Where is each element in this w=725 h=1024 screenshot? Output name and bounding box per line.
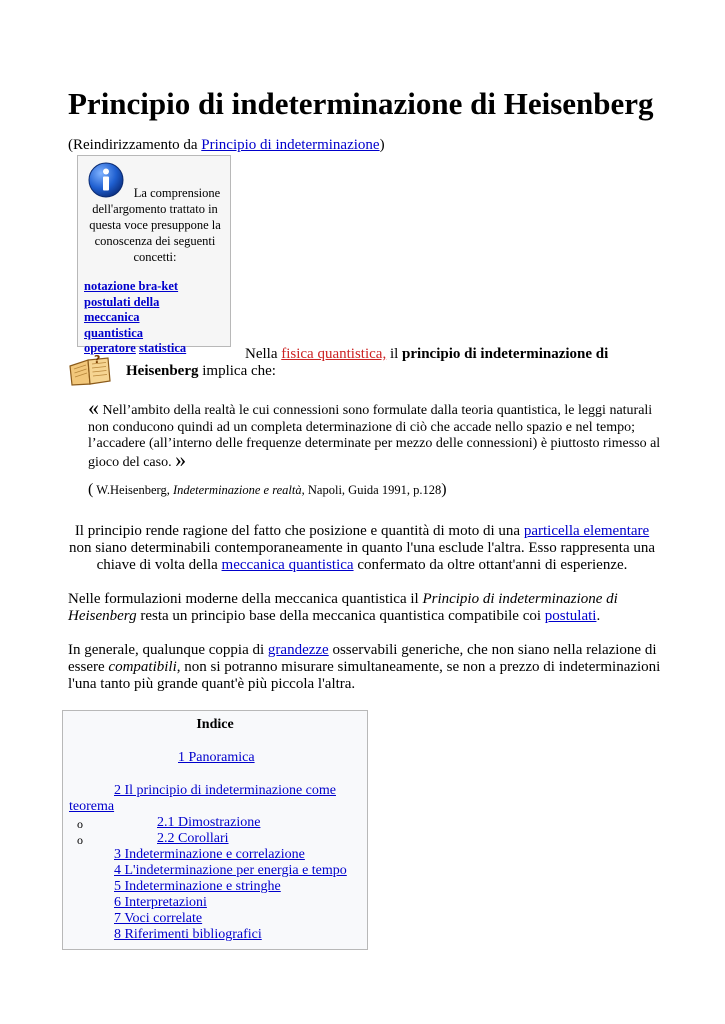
p2-text-3: . bbox=[596, 608, 601, 624]
quote-citation bbox=[88, 481, 447, 499]
p1-text-3: confermato da oltre ottant'anni di esperienze. bbox=[353, 557, 628, 573]
paragraph-1 bbox=[62, 523, 662, 574]
toc-bullet: o bbox=[77, 817, 83, 831]
citation-close: ) bbox=[441, 481, 447, 498]
link-grandezze[interactable]: grandezze bbox=[267, 642, 329, 658]
toc-item-interpretazioni[interactable]: 6 Interpretazioni bbox=[114, 895, 207, 910]
toc-item-energia-tempo[interactable]: 4 L'indeterminazione per energia e tempo bbox=[114, 863, 347, 878]
p3-text-2: osservabili generiche, che non siano nella relazione di essere bbox=[68, 642, 657, 675]
intro-text-3: implica che: bbox=[198, 363, 276, 379]
page-title: Principio di indeterminazione di Heisenberg bbox=[68, 86, 654, 121]
link-particella-elementare[interactable]: particella elementare bbox=[523, 523, 650, 539]
p3-italic: compatibili bbox=[108, 659, 177, 675]
p3-text-1: In generale, qualunque coppia di bbox=[68, 642, 268, 658]
quote-text: Nell’ambito della realtà le cui connessioni sono formulate dalla teoria quantistica, le leggi naturali non conducono quindi ad un completa determinazione di ciò che accade nello spazio e nel tempo; l’accadere (all’interno delle frequenze determinate per mezzo delle connessioni) è piuttosto rimesso al gioco del caso. bbox=[88, 403, 661, 470]
redirect-suffix: ) bbox=[379, 137, 385, 153]
infobox-links bbox=[84, 279, 230, 357]
toc-item-riferimenti[interactable]: 8 Riferimenti bibliografici bbox=[114, 927, 262, 942]
toc-item-stringhe[interactable]: 5 Indeterminazione e stringhe bbox=[114, 879, 281, 894]
toc-title: Indice bbox=[196, 717, 234, 732]
quote-open-mark: « bbox=[88, 395, 99, 420]
intro-second-line bbox=[126, 363, 276, 380]
toc-bullet: o bbox=[77, 833, 83, 847]
toc-item-corollari[interactable]: 2.2 Corollari bbox=[157, 831, 229, 846]
toc-item-principio-teorema[interactable]: 2 Il principio di indeterminazione come bbox=[114, 783, 336, 798]
intro-first-line bbox=[245, 346, 608, 363]
svg-text:?: ? bbox=[94, 354, 101, 366]
link-operatore[interactable]: operatore bbox=[84, 341, 136, 355]
citation-open: ( bbox=[88, 481, 94, 498]
p1-text-1: Il principio rende ragione del fatto che posizione e quantità di moto di una bbox=[74, 523, 524, 539]
link-statistica[interactable]: statistica bbox=[138, 341, 187, 355]
table-of-contents bbox=[62, 710, 368, 950]
citation-author: W.Heisenberg, bbox=[93, 483, 173, 497]
toc-item-dimostrazione[interactable]: 2.1 Dimostrazione bbox=[157, 815, 261, 830]
infobox-description: La comprensione dell'argomento trattato in questa voce presuppone la conoscenza dei seguenti concetti: bbox=[89, 186, 221, 264]
citation-work: Indeterminazione e realtà bbox=[172, 483, 302, 497]
toc-item-teorema-wrap[interactable]: teorema bbox=[69, 799, 115, 814]
redirect-prefix: (Reindirizzamento da bbox=[68, 137, 202, 153]
p3-text-3: , non si potranno misurare simultaneamente, se non a prezzo di indeterminazioni l'una tanto più grande quant'è più piccola l'altra. bbox=[68, 659, 661, 692]
book-icon bbox=[68, 354, 112, 388]
redirect-link[interactable]: Principio di indeterminazione bbox=[201, 137, 380, 153]
redirect-notice bbox=[68, 137, 385, 154]
p2-text-1: Nelle formulazioni moderne della meccanica quantistica il bbox=[68, 591, 423, 607]
p2-italic: Principio di indeterminazione di Heisenberg bbox=[68, 591, 618, 624]
quote-close-mark: » bbox=[175, 446, 187, 472]
toc-item-voci-correlate[interactable]: 7 Voci correlate bbox=[114, 911, 203, 926]
paragraph-3 bbox=[68, 642, 668, 693]
toc-item-panoramica[interactable]: 1 Panoramica bbox=[178, 750, 255, 765]
link-notazione-bra-ket[interactable]: notazione bra-ket bbox=[84, 279, 179, 293]
link-postulati[interactable]: postulati della meccanica quantistica bbox=[84, 294, 160, 340]
citation-details: , Napoli, Guida 1991, p.128 bbox=[301, 483, 442, 497]
link-meccanica-quantistica[interactable]: meccanica quantistica bbox=[221, 557, 354, 573]
intro-bold-term: principio di indeterminazione di bbox=[402, 346, 609, 362]
p2-text-2: resta un principio base della meccanica quantistica compatibile coi bbox=[136, 608, 545, 624]
prerequisites-box bbox=[77, 155, 231, 355]
p1-text-2: non siano determinabili contemporaneamente in quanto l'una esclude l'altra. Esso rappresenta una chiave di volta della bbox=[68, 540, 656, 573]
paragraph-2 bbox=[68, 591, 668, 625]
intro-text-2: il bbox=[386, 346, 403, 362]
toc-item-correlazione[interactable]: 3 Indeterminazione e correlazione bbox=[114, 847, 305, 862]
intro-bold-heisenberg: Heisenberg bbox=[126, 363, 199, 379]
intro-text: Nella bbox=[245, 346, 282, 362]
heisenberg-quote bbox=[88, 395, 668, 472]
link-postulati-inline[interactable]: postulati bbox=[544, 608, 597, 624]
link-fisica-quantistica[interactable]: fisica quantistica, bbox=[281, 346, 387, 362]
